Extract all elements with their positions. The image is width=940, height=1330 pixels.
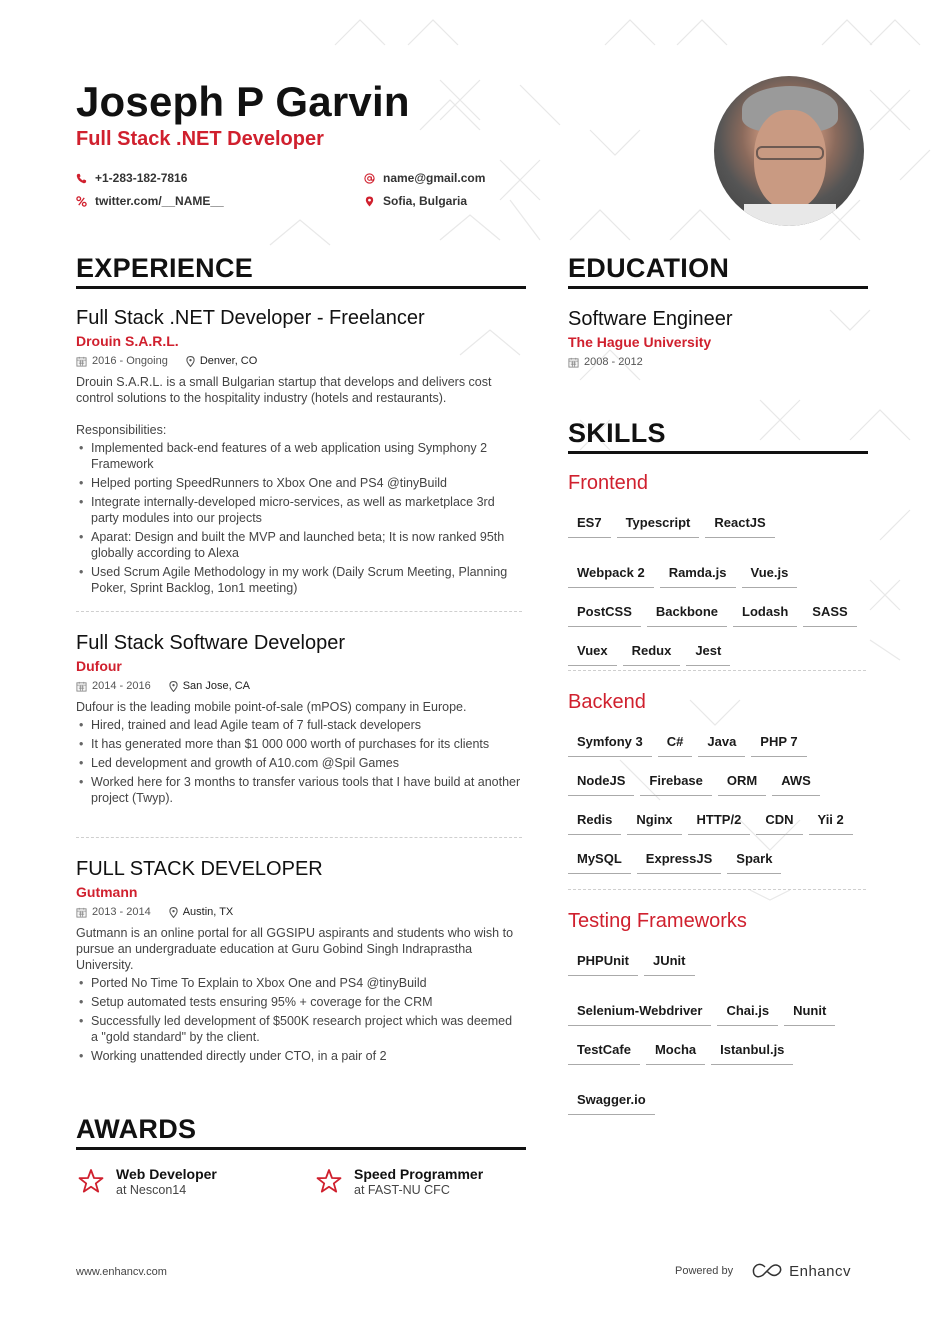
skill-tag: HTTP/2 [688, 807, 751, 835]
skill-tag: Nginx [627, 807, 681, 835]
skill-tag: MySQL [568, 846, 631, 874]
education-heading: EDUCATION [568, 253, 868, 289]
skill-tag: Webpack 2 [568, 560, 654, 588]
brand-logo[interactable] [751, 1262, 851, 1280]
bullet: • Helped porting SpeedRunners to Xbox One and PS4 @tinyBuild [76, 475, 522, 491]
school-name: The Hague University [568, 334, 712, 350]
job-title: Full Stack Software Developer [76, 632, 346, 654]
award-title: Web Developer [116, 1166, 217, 1182]
job-dates: 2016 - Ongoing [92, 355, 168, 367]
degree: Software Engineer [568, 308, 733, 330]
skill-group-testing [568, 908, 868, 1115]
map-pin-icon [169, 681, 178, 692]
divider [76, 611, 522, 612]
bullet: • Aparat: Design and built the MVP and launched beta; It is now ranked 95th globally according to Alexa [76, 529, 522, 561]
candidate-role: Full Stack .NET Developer [76, 128, 324, 150]
bullet: • Used Scrum Agile Methodology in my work (Daily Scrum Meeting, Planning Poker, Sprint Backlog, 1on1 meeting) [76, 564, 522, 596]
powered-by-label: Powered by [675, 1265, 734, 1277]
star-icon [78, 1168, 104, 1194]
skill-tag: Mocha [646, 1037, 705, 1065]
bullet: • Worked here for 3 months to transfer various tools that I have build at another project (Twyp). [76, 774, 522, 806]
skill-tag: SASS [803, 599, 856, 627]
experience-item [76, 856, 522, 1067]
awards-heading: AWARDS [76, 1114, 526, 1150]
skill-tag: Chai.js [717, 998, 778, 1026]
company-name: Dufour [76, 658, 122, 674]
star-icon [316, 1168, 342, 1194]
experience-heading: EXPERIENCE [76, 253, 526, 289]
skill-tag: Java [698, 729, 745, 757]
job-title: Full Stack .NET Developer - Freelancer [76, 307, 425, 329]
bullet: • It has generated more than $1 000 000 worth of purchases for its clients [76, 736, 522, 752]
skill-group-frontend [568, 470, 868, 666]
award-subtitle: at Nescon14 [116, 1183, 187, 1197]
skill-tag: Spark [727, 846, 781, 874]
enhancv-logo-icon [751, 1262, 783, 1280]
job-bullets [76, 440, 522, 596]
job-location: Austin, TX [182, 906, 234, 918]
contact-location [364, 194, 467, 208]
map-pin-icon [364, 196, 375, 207]
skill-tag: Symfony 3 [568, 729, 652, 757]
job-bullets [76, 717, 522, 806]
location-value: Sofia, Bulgaria [383, 194, 468, 208]
skill-tag: CDN [756, 807, 802, 835]
calendar-icon [76, 681, 87, 692]
skill-tags [568, 948, 868, 1115]
phone-value: +1-283-182-7816 [95, 171, 188, 185]
skill-tag: Istanbul.js [711, 1037, 793, 1065]
skill-tag: ReactJS [705, 510, 774, 538]
bullet: • Hired, trained and lead Agile team of 7 full-stack developers [76, 717, 522, 733]
divider [568, 889, 866, 890]
job-description: Drouin S.A.R.L. is a small Bulgarian startup that develops and delivers cost control solutions to the hospitality industry (hotels and restaurants). [76, 375, 492, 405]
experience-item [76, 305, 522, 599]
skill-tag: Typescript [617, 510, 700, 538]
skill-tag: Swagger.io [568, 1087, 655, 1115]
calendar-icon [76, 356, 87, 367]
job-description: Dufour is the leading mobile point-of-sale (mPOS) company in Europe. [76, 700, 467, 714]
skill-tag: AWS [772, 768, 820, 796]
skill-tag: TestCafe [568, 1037, 640, 1065]
job-title: FULL STACK DEVELOPER [76, 858, 323, 880]
footer-website[interactable]: www.enhancv.com [76, 1266, 167, 1278]
skill-group-title: Testing Frameworks [568, 910, 747, 932]
company-name: Gutmann [76, 884, 138, 900]
skill-tags [568, 510, 868, 666]
education-meta [568, 353, 868, 371]
award-item [316, 1166, 483, 1198]
skill-tag: JUnit [644, 948, 695, 976]
skill-tag: ExpressJS [637, 846, 722, 874]
candidate-name: Joseph P Garvin [76, 78, 410, 125]
skill-tag: Jest [686, 638, 730, 666]
bullet: • Integrate internally-developed micro-services, as well as marketplace 3rd party modules into our projects [76, 494, 522, 526]
education-item [568, 306, 868, 371]
skill-tag: Backbone [647, 599, 727, 627]
skill-tag: PHPUnit [568, 948, 638, 976]
skill-tag: Vue.js [742, 560, 798, 588]
responsibilities-label: Responsibilities: [76, 423, 167, 437]
skill-tags [568, 729, 868, 874]
award-title: Speed Programmer [354, 1166, 484, 1182]
divider [568, 670, 866, 671]
skill-tag: Vuex [568, 638, 617, 666]
skill-tag: ORM [718, 768, 766, 796]
skill-tag: Yii 2 [809, 807, 853, 835]
skill-tag: PHP 7 [751, 729, 806, 757]
skill-tag: Redis [568, 807, 621, 835]
footer-powered-by [675, 1262, 851, 1280]
link-icon [76, 196, 87, 207]
job-location: Denver, CO [199, 355, 258, 367]
calendar-icon [76, 907, 87, 918]
skill-tag: PostCSS [568, 599, 641, 627]
email-value: name@gmail.com [383, 171, 486, 185]
job-dates: 2014 - 2016 [92, 680, 151, 692]
phone-icon [76, 173, 87, 184]
job-bullets [76, 975, 522, 1064]
brand-name: Enhancv [789, 1262, 851, 1280]
at-icon [364, 173, 375, 184]
bullet: • Ported No Time To Explain to Xbox One and PS4 @tinyBuild [76, 975, 522, 991]
award-subtitle: at FAST-NU CFC [354, 1183, 450, 1197]
profile-photo [714, 76, 864, 226]
contact-twitter[interactable] [76, 194, 224, 208]
divider [76, 837, 522, 838]
job-description: Gutmann is an online portal for all GGSIPU aspirants and students who wish to pursue an undergraduate education at Guru Gobind Singh Indraprastha University. [76, 926, 514, 972]
skill-tag: C# [658, 729, 693, 757]
award-item [78, 1166, 217, 1198]
job-location: San Jose, CA [182, 680, 250, 692]
contact-phone[interactable] [76, 171, 187, 185]
skill-group-title: Backend [568, 691, 646, 713]
job-meta [76, 903, 522, 921]
company-name: Drouin S.A.R.L. [76, 333, 179, 349]
skill-tag: Ramda.js [660, 560, 736, 588]
bullet: • Working unattended directly under CTO, in a pair of 2 [76, 1048, 522, 1064]
skill-tag: Selenium-Webdriver [568, 998, 711, 1026]
skill-group-title: Frontend [568, 472, 649, 494]
skill-tag: Lodash [733, 599, 797, 627]
education-dates: 2008 - 2012 [584, 356, 643, 368]
bullet: • Led development and growth of A10.com @Spil Games [76, 755, 522, 771]
bullet: • Implemented back-end features of a web application using Symphony 2 Framework [76, 440, 522, 472]
contact-email[interactable] [364, 171, 485, 185]
calendar-icon [568, 357, 579, 368]
skill-tag: Redux [623, 638, 681, 666]
job-meta [76, 677, 522, 695]
experience-item [76, 630, 522, 809]
job-meta [76, 352, 522, 370]
bullet: • Successfully led development of $500K research project which was deemed a "gold standard" by the client. [76, 1013, 522, 1045]
skill-tag: ES7 [568, 510, 611, 538]
bullet: • Setup automated tests ensuring 95% + coverage for the CRM [76, 994, 522, 1010]
skill-group-backend [568, 689, 868, 874]
skill-tag: Nunit [784, 998, 835, 1026]
job-dates: 2013 - 2014 [92, 906, 151, 918]
skill-tag: Firebase [640, 768, 711, 796]
skills-heading: SKILLS [568, 418, 868, 454]
twitter-value: twitter.com/__NAME__ [95, 194, 224, 208]
map-pin-icon [186, 356, 195, 367]
map-pin-icon [169, 907, 178, 918]
skill-tag: NodeJS [568, 768, 634, 796]
